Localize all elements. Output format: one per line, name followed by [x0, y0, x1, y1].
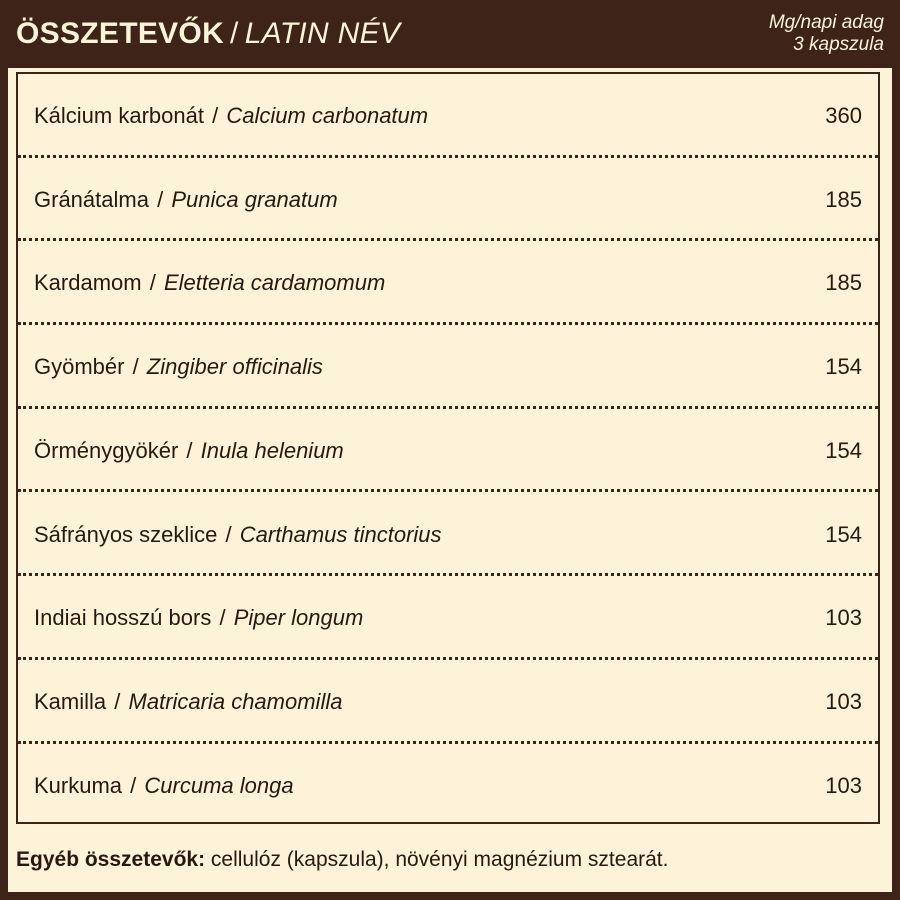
- name-separator: /: [149, 270, 156, 296]
- ingredient-latin: Carthamus tinctorius: [239, 521, 442, 547]
- table-row: [18, 409, 878, 493]
- table-row: [18, 74, 878, 158]
- ingredient-name: Kardamom: [34, 270, 142, 296]
- ingredient-latin: Curcuma longa: [144, 772, 294, 798]
- ingredient-name-cell: [34, 187, 338, 213]
- other-ingredients-label: Egyéb összetevők:: [16, 848, 206, 871]
- name-separator: /: [219, 605, 226, 631]
- other-ingredients-note: [16, 848, 668, 872]
- ingredient-name-cell: [34, 689, 342, 715]
- ingredient-value: 185: [825, 270, 862, 296]
- ingredient-value: 154: [825, 354, 862, 380]
- ingredient-name: Indiai hosszú bors: [34, 605, 212, 631]
- ingredient-latin: Inula helenium: [200, 437, 344, 463]
- ingredient-name-cell: [34, 522, 442, 548]
- ingredient-name: Gyömbér: [34, 354, 125, 380]
- ingredient-name: Gránátalma: [34, 186, 149, 212]
- ingredient-name: Kurkuma: [34, 772, 123, 798]
- table-row: [18, 158, 878, 242]
- ingredient-latin: Calcium carbonatum: [226, 103, 429, 128]
- ingredient-name-cell: [34, 438, 344, 464]
- ingredient-value: 103: [825, 688, 862, 714]
- ingredient-name: Kálcium karbonát: [34, 103, 204, 128]
- other-ingredients-text: cellulóz (kapszula), növényi magnézium sztearát.: [210, 848, 669, 871]
- ingredient-latin: Eletteria cardamomum: [163, 270, 386, 296]
- title-main: ÖSSZETEVŐK: [16, 17, 225, 50]
- ingredient-value: 154: [825, 437, 862, 463]
- name-separator: /: [212, 103, 219, 128]
- name-separator: /: [225, 521, 232, 547]
- table-row: [18, 744, 878, 828]
- ingredient-value: 154: [825, 521, 862, 547]
- ingredient-name: Örménygyökér: [34, 437, 179, 463]
- ingredient-name-cell: [34, 773, 294, 799]
- title-latin: LATIN NÉV: [244, 17, 401, 50]
- page-title: [16, 17, 400, 51]
- title-separator: /: [230, 17, 239, 50]
- ingredient-latin: Piper longum: [233, 605, 364, 631]
- ingredient-name-cell: [34, 354, 323, 380]
- table-row: [18, 493, 878, 577]
- name-separator: /: [130, 772, 137, 798]
- ingredient-value: 103: [825, 772, 862, 798]
- name-separator: /: [114, 688, 121, 714]
- dose-header-line1: Mg/napi adag: [768, 12, 884, 33]
- ingredient-latin: Zingiber officinalis: [146, 354, 323, 380]
- table-row: [18, 241, 878, 325]
- dose-header-line2: 3 kapszula: [793, 34, 884, 55]
- ingredient-latin: Matricaria chamomilla: [128, 688, 343, 714]
- ingredient-name: Kamilla: [34, 688, 107, 714]
- header: [0, 0, 900, 68]
- table-row: [18, 660, 878, 744]
- name-separator: /: [132, 354, 139, 380]
- ingredient-latin: Punica granatum: [171, 186, 338, 212]
- ingredient-name: Sáfrányos szeklice: [34, 521, 218, 547]
- ingredient-name-cell: [34, 270, 385, 296]
- ingredient-value: 185: [825, 186, 862, 212]
- name-separator: /: [157, 186, 164, 212]
- ingredients-table: [16, 72, 880, 824]
- content-panel: [8, 68, 892, 892]
- table-row: [18, 576, 878, 660]
- name-separator: /: [186, 437, 193, 463]
- ingredient-value: 103: [825, 605, 862, 631]
- dose-header: [769, 12, 884, 56]
- ingredient-name-cell: [34, 103, 428, 129]
- ingredient-name-cell: [34, 605, 363, 631]
- ingredient-value: 360: [825, 103, 862, 128]
- table-row: [18, 325, 878, 409]
